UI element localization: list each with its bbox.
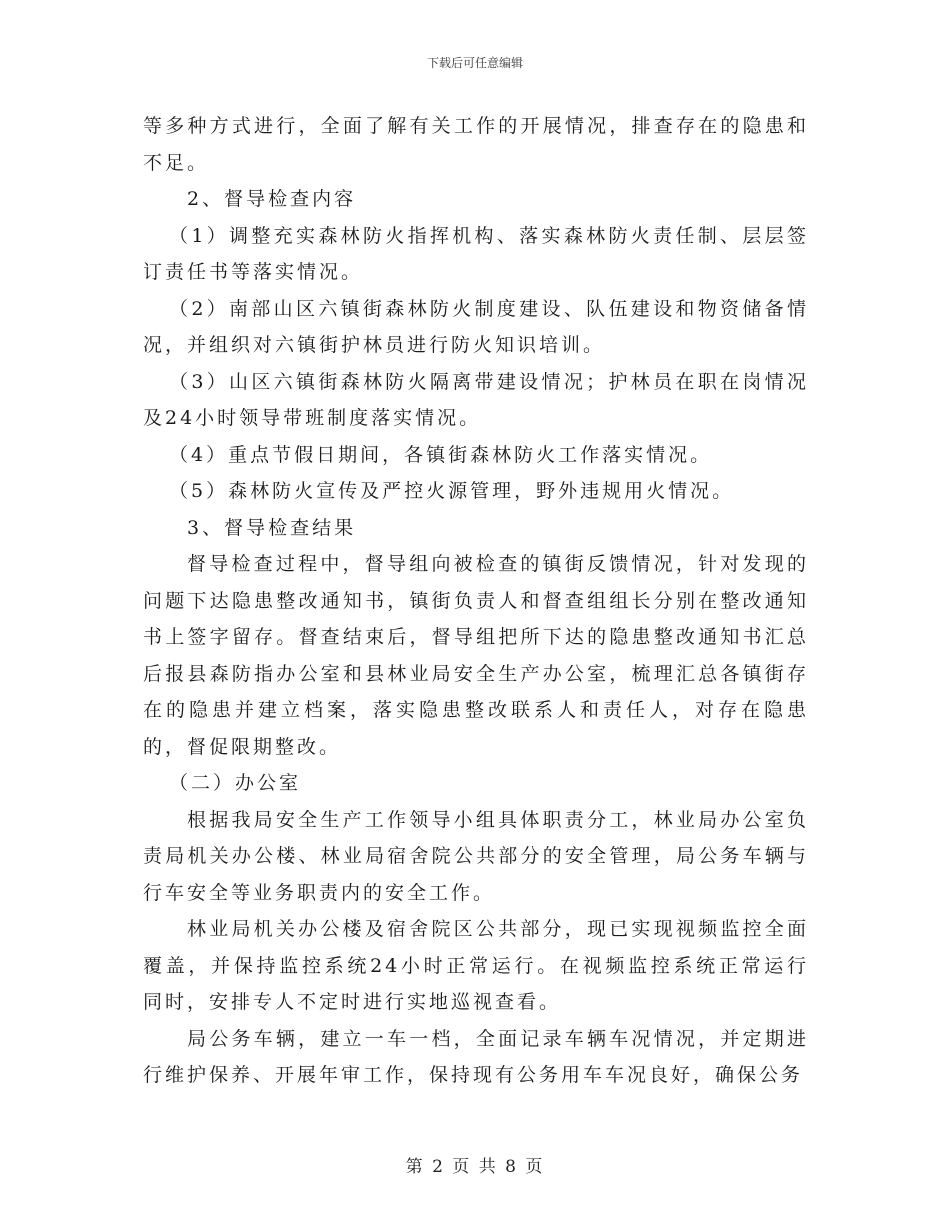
paragraph-inspection-results: 督导检查过程中，督导组向被检查的镇街反馈情况，针对发现的问题下达隐患整改通知书，镇街负责人和督查组组长分别在整改通知书上签字留存。督查结束后，督导组把所下达的隐患整改通知书汇总后报县森防指办公室和县林业局安全生产办公室，梳理汇总各镇街存在的隐患并建立档案，落实隐患整改联系人和责任人，对存在隐患的，督促限期整改。 bbox=[143, 553, 809, 758]
list-item-2: （2）南部山区六镇街森林防火制度建设、队伍建设和物资储备情况，并组织对六镇街护林员进行防火知识培训。 bbox=[143, 297, 809, 356]
section-heading-office: （二）办公室 bbox=[169, 772, 302, 794]
section-heading-inspection-content: 2、督导检查内容 bbox=[187, 188, 357, 210]
paragraph-video-monitoring: 林业局机关办公楼及宿舍院区公共部分，现已实现视频监控全面覆盖，并保持监控系统24小时正常运行。在视频监控系统正常运行同时，安排专人不定时进行实地巡视查看。 bbox=[143, 918, 809, 1013]
paragraph-official-vehicles: 局公务车辆，建立一车一档，全面记录车辆车况情况，并定期进行维护保养、开展年审工作，保持现有公务用车车况良好，确保公务 bbox=[143, 1027, 809, 1086]
section-heading-inspection-results: 3、督导检查结果 bbox=[187, 516, 357, 539]
list-item-4: （4）重点节假日期间，各镇街森林防火工作落实情况。 bbox=[169, 443, 713, 466]
list-item-1: （1）调整充实森林防火指挥机构、落实森林防火责任制、层层签订责任书等落实情况。 bbox=[143, 224, 809, 283]
paragraph-continuation: 等多种方式进行，全面了解有关工作的开展情况，排查存在的隐患和不足。 bbox=[143, 115, 809, 174]
page-number-footer: 第 2 页 共 8 页 bbox=[405, 1157, 545, 1177]
document-body bbox=[143, 108, 809, 1094]
list-item-5: （5）森林防火宣传及严控火源管理，野外违规用火情况。 bbox=[169, 480, 735, 502]
paragraph-office-duties: 根据我局安全生产工作领导小组具体职责分工，林业局办公室负责局机关办公楼、林业局宿舍院公共部分的安全管理，局公务车辆与行车安全等业务职责内的安全工作。 bbox=[143, 808, 809, 904]
page-header-note: 下载后可任意编辑 bbox=[426, 56, 523, 70]
list-item-3: （3）山区六镇街森林防火隔离带建设情况；护林员在职在岗情况及24小时领导带班制度落实情况。 bbox=[143, 370, 809, 429]
